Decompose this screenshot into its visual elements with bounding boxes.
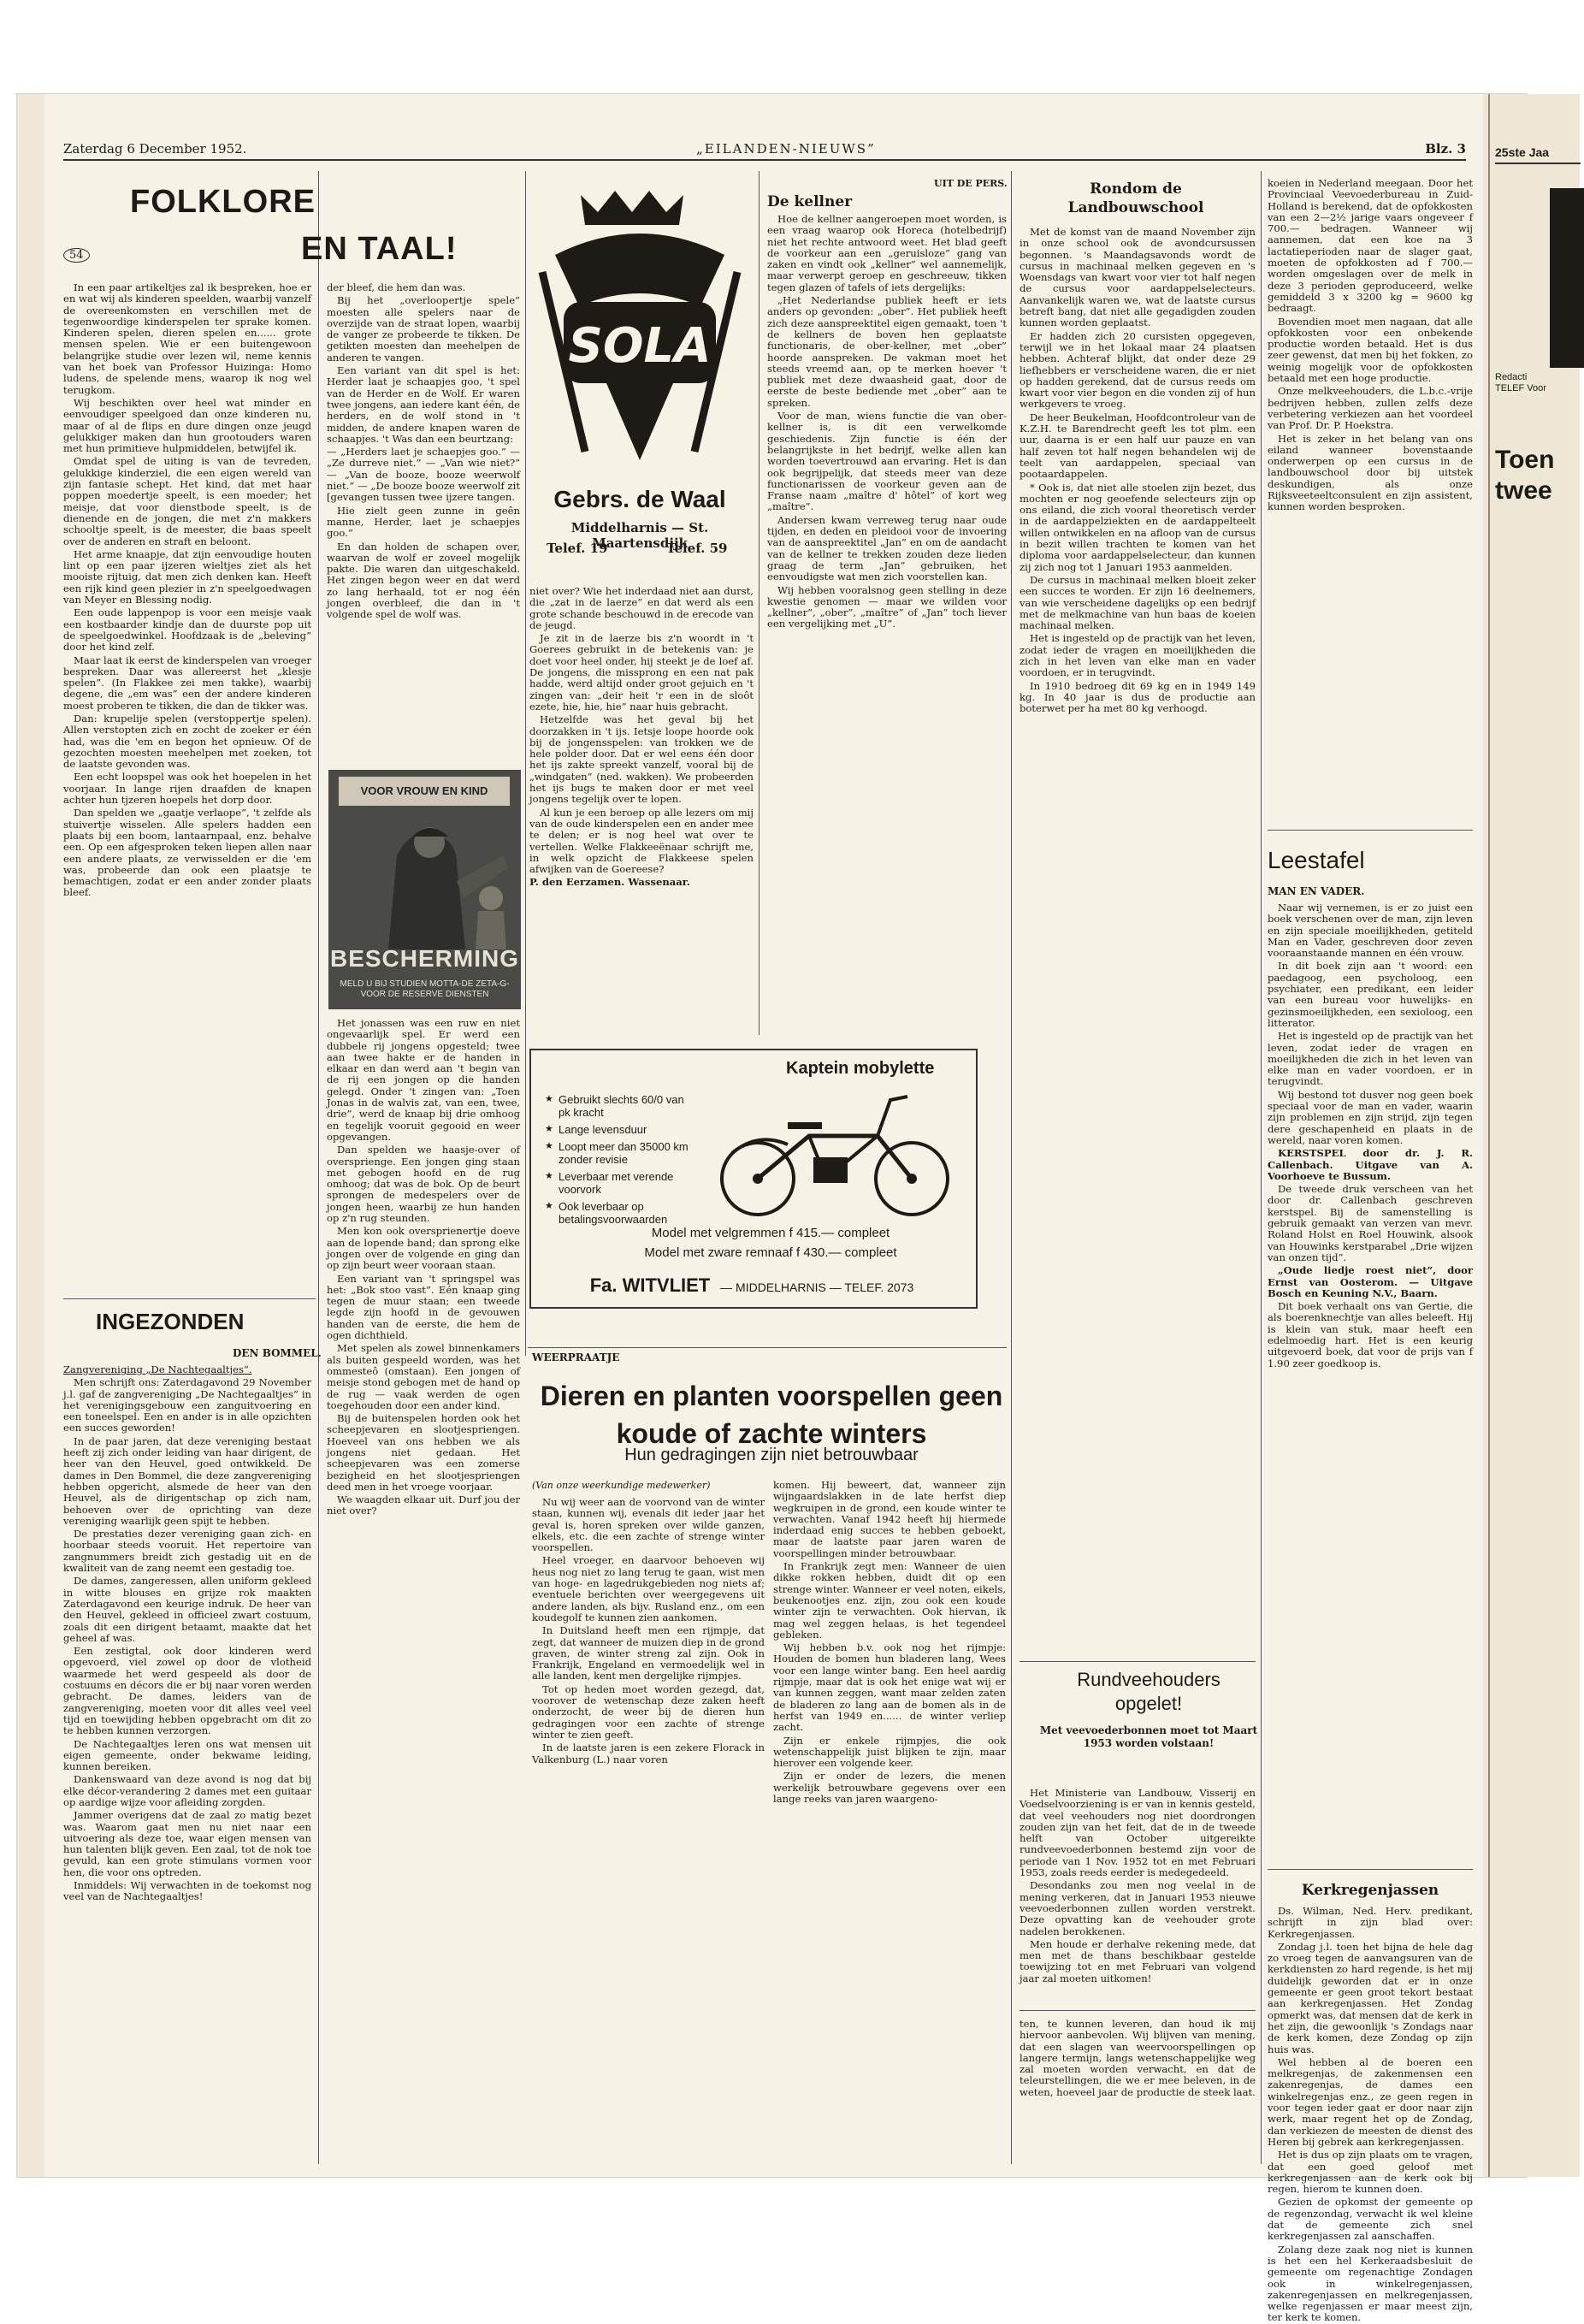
leestafel-subtitle: MAN EN VADER. xyxy=(1268,885,1365,897)
paragraph: Het is zeker in het belang van ons eiland wanneer bovenstaande onderwerpen op een cursus in de landbouwschool door bij uitstek deskundigen, als onze Rijksveeteeltconsulent en zijn assistent, kunnen worden besproken. xyxy=(1268,432,1473,513)
rundvee-notice-header xyxy=(1037,1668,1261,1779)
leestafel-body xyxy=(1268,902,1473,1860)
paragraph: Zondag j.l. toen het bijna de hele dag zo vroeg tegen de aanvangsuren van de kerkdiensten zo hard regende, is het mij duidelijk geworden dat er in onze gemeente er geen groot tekort bestaat aan kerkregenjassen. Het Zondag opmerkt was, dat mensen dat de kerk in het zijn, die gewoonlijk 's Zondags naar de kerk komen, deze Zondag op zijn huis was. xyxy=(1268,1940,1473,2055)
weer-subtitle: Hun gedragingen zijn niet betrouwbaar xyxy=(624,1446,919,1464)
paragraph: komen. Hij beweert, dat, wanneer zijn wijngaardslakken in de late herfst diep wegkruipen in de grond, een koude winter te verwachten. Vanaf 1942 heeft hij hiermede inderdaad enig succes te hebben geboekt, maar de laatste paar jaren waren de voorspellingen minder betrouwbaar. xyxy=(773,1479,1006,1559)
folklore-column-2 xyxy=(327,282,520,761)
dealer-name: Fa. WITVLIET xyxy=(589,1274,711,1296)
poster-headline: BESCHERMING xyxy=(329,945,519,972)
paragraph: Al kun je een beroep op alle lezers om mij van de oude kinderspelen een en ander mee te delen; er is nog heel wat over te vertellen. Welke Flakkeeënaar schrijft me, in welk opzicht de Flakkeese spelen afwijken van de Goereese? xyxy=(529,806,754,876)
folklore-column-2-lower xyxy=(327,1018,520,2160)
paragraph: In de paar jaren, dat deze vereniging bestaat heeft zij zich onder leiding van haar dirigent, de heer van den Heuvel, goed ontwikkeld. De dames in Den Bommel, die deze zangvereniging hebben opgericht, alsmede de heer van den Heuvel, als de dirigentschap op zich nam, behoeven over de oprichting van deze vereniging waarlijk geen spijt te hebben. xyxy=(63,1434,311,1527)
paragraph: Het jonassen was een ruw en niet ongevaarlijk spel. Er werd een dubbele rij jongens opgesteld; twee aan twee hakte er de handen in elkaar en dan werd aan 't begin van de rij een jongen op die handen gelegd. Onder 't zingen van: „Toen Jonas in de walvis zat, van een, twee, drie”, werd de knaap bij drie omhoog en tegelijk vooruit gegooid en weer opgevangen. xyxy=(327,1017,520,1143)
poster-top-text: VOOR VROUW EN KIND xyxy=(339,777,510,806)
folklore-column-1 xyxy=(63,282,311,1296)
sola-company: Gebrs. de Waal xyxy=(553,486,726,512)
paragraph: Dan: krupelije spelen (verstoppertje spelen). Allen verstopten zich en zocht de zoeker er één had, was die 'em en begon het opnieuw. Of de gezochten moesten meehelpen met zoeken, tot de laatste gevonden was. xyxy=(63,712,311,771)
rundvee-title-2: opgelet! xyxy=(1114,1693,1183,1714)
paragraph: De heer Beukelman, Hoofdcontroleur van de K.Z.H. te Barendrecht geeft les tot plm. een uur, daarna is er een half uur pauze en van half zeven tot half negen behandelen wij de teelt van aardappelen, speciaal van pootaardappelen. xyxy=(1020,411,1256,481)
paragraph: Jammer overigens dat de zaal zo matig bezet was. Waarom gaat men nu niet naar een uitvoering als deze toe, waar eigen mensen van hun talenten blijk geven. Een zaal, tot de nok toe gevuld, kan een grote stimulans vormen voor hen, die voor ons optreden. xyxy=(63,1809,311,1878)
paragraph: Men schrijft ons: Zaterdagavond 29 November j.l. gaf de zangvereniging „De Nachtegaaltjes” in het verenigingsgebouw een zanguitvoering en een toneelspel. Een en ander is in alle opzichten een succes geworden! xyxy=(63,1376,311,1434)
rundvee-body xyxy=(1020,1788,1256,2002)
paragraph: In Duitsland heeft men een rijmpje, dat zegt, dat wanneer de muizen diep in de grond graven, de winter streng zal zijn. Ook in Frankrijk, Engeland en vermoedelijk wel in alle landen, kent men dergelijke rijmpjes. xyxy=(532,1624,765,1682)
paragraph: Zolang deze zaak nog niet is kunnen is het een hel Kerkeraadsbesluit de gemeente om regenachtige Zondagen ook in winkelregenjassen, zakenregenjassen en melkregenjassen, welke regenjassen er maar meest zijn, ter kerk te komen. xyxy=(1268,2243,1473,2324)
paragraph: Je zit in de laerze bis z'n woordt in 't Goerees gebruikt in de betekenis van: je doet voor heel onder, hij steekt je de loef af. De jongens, die missprong en een nat pak hadde, werd altijd onder groot gejuich en 't zingen van: „deir heit 'r een in de sloôt ezete, hie, hie, hie” naar huis gebracht. xyxy=(529,632,754,713)
price-model-2: Model met zware remnaaf f 430.— compleet xyxy=(644,1245,897,1260)
rundvee-subtitle: Met veevoederbonnen moet tot Maart 1953 worden volstaan! xyxy=(1039,1724,1258,1749)
paragraph: Wij bestond tot dusver nog geen boek speciaal voor de man en vader, waarin zijn problemen en zijn strijd, zijn tegen dere geschapenheid en plaats in de wereld, naar voren komen. xyxy=(1268,1088,1473,1146)
weer-title: Dieren en planten voorspellen geen koude of zachte winters xyxy=(540,1381,1003,1449)
paragraph: Hetzelfde was het geval bij het doorzakken in 't ijs. Ietsje loope hoorde ook bij de jongensspelen: van trokken we de hele polder door. Dat er wel eens één door het ijs zakte spreekt vanzelf, vooral bij de „windgaten” (ned. wakken). We probeerden het ijs bugs te maken door er met veel jongens tegelijk over te lopen. xyxy=(529,713,754,806)
paragraph: Het is dus op zijn plaats om te vragen, dat een goed geloof met kerkregenjassen aan de kerk ook bij regen, hierom te kunnen doen. xyxy=(1268,2149,1473,2196)
weer-label: WEERPRAATJE xyxy=(532,1351,620,1363)
paragraph: der bleef, die hem dan was. xyxy=(327,281,466,293)
paragraph: Het is ingesteld op de practijk van het leven, zodat ieder de vragen en moeilijkheden die zich in het leven van elke man en vader voordoen, er in terugvindt. xyxy=(1268,1030,1473,1088)
paragraph: Wij beschikten over heel wat minder en eenvoudiger speelgoed dan onze kinderen nu, maar of al de flips en dure dingen onze jeugd gelukkiger maken dan hun grootouders waren met hun primitieve hulpmiddelen, betwijfel ik. xyxy=(63,396,311,455)
paragraph: We waagden elkaar uit. Durf jou der niet over? xyxy=(327,1493,520,1517)
feature-item: ★ Loopt meer dan 35000 km zonder revisie xyxy=(545,1140,699,1166)
paragraph: Met spelen als zowel binnenkamers als buiten gespeeld worden, was het ommesteô (omstaan). Een jongen of meisje stond gebogen met de hand op de rug — vaak werden de ogen toegehouden door een ander kind. xyxy=(327,1342,520,1411)
paragraph: Gezien de opkomst der gemeente op de regenzondag, verwacht ik wel kleine dat de gemeente zich snel kerkregenjassen zal aanschaffen. xyxy=(1268,2196,1473,2243)
sola-address: Middelharnis — St. Maartensdijk xyxy=(570,520,709,551)
paragraph: De tweede druk verscheen van het door dr. Callenbach geschreven kerstspel. Bij de samenstelling is gebruik gemaakt van verzen van mevr. Roland Holst en Roel Houwink, alsook van Houwinks kerstparabel „Drie wijzen van onzen tijd”. xyxy=(1268,1183,1473,1263)
header-date: Zaterdag 6 December 1952. xyxy=(63,141,247,157)
paragraph: In dit boek zijn aan 't woord: een paedagoog, een psycholoog, een psychiater, een predikant, een leider van een bureau voor huwelijks- en gezinsmoeilijkheden, een sexioloog, een litterator. xyxy=(1268,960,1473,1029)
kerk-title: Kerkregenjassen xyxy=(1301,1882,1439,1899)
section-rule xyxy=(63,1298,316,1299)
paragraph: „Het Nederlandse publiek heeft er iets anders op gevonden: „ober”. Het publiek heeft zich deze aanspreektitel eigen gemaakt, toen 't de kellners de boven hen geplaatste functionaris, de ober-kellner, met „ober” hoorde aanspreken. De vakman moet het steeds vreemd aan, op te merken hoever 't publiek met deze dwaasheid gaat, door de eerste de beste bediende met „ober” aan te spreken. xyxy=(767,294,1007,409)
paragraph: Hie zielt geen zunne in geên manne, Herder, laet je schaepjes goo.” xyxy=(327,504,520,540)
paragraph: De dames, zangeressen, allen uniform gekleed in witte blouses en grijze rok maakten Zaterdagavond een keurige indruk. De heer van den Heuvel, gekleed in officieel zwart costuum, zoals dit een dirigent betaamt, maakte dat het geheel af was. xyxy=(63,1575,311,1644)
paragraph: De cursus in machinaal melken bloeit zeker een succes te worden. Er zijn 16 deelnemers, van wie verscheidene dagelijks op een bedrijf met de melkmachine van hun baas de koeien machinaal melken. xyxy=(1020,573,1256,632)
mobylette-features xyxy=(545,1093,699,1230)
paragraph: Wel hebben al de boeren een melkregenjas, de zakenmensen een zakenregenjas, de dames een winkelregenjas enz., ze geen regen in voor tegen ieder gaat er door naar zijn werk, maar regent het op de Zondag, dan verkiezen de meesten de dienst des Heren bij gebrek aan kerkregenjassen. xyxy=(1268,2055,1473,2148)
paragraph: Zijn er enkele rijmpjes, die ook wetenschappelijk juist blijken te zijn, maar hierover een volgende keer. xyxy=(773,1734,1006,1770)
paragraph: En dan holden de schapen over, waarvan de wolf er zoveel mogelijk pakte. Die waren dan uitgeschakeld. Het zingen begon weer en dat werd zo lang herhaald, tot er nog één jongen overbleef, die dan in 't volgende spel de wolf was. xyxy=(327,540,520,621)
dealer-place: — MIDDELHARNIS — TELEF. 2073 xyxy=(720,1280,914,1294)
landbouw-continuation xyxy=(1268,178,1473,708)
paragraph: Het Ministerie van Landbouw, Visserij en Voedselvoorziening is er van in kennis gesteld, dat veel veehouders nog niet doordrongen zouden zijn van het feit, dat de in de tweede helft van October uitgereikte rundveevoederbonnen bestemd zijn voor de periode van 1 Nov. 1952 tot en met Februari 1953, zoals reeds eerder is medegedeeld. xyxy=(1020,1787,1256,1879)
paragraph: In Frankrijk zegt men: Wanneer de uien dikke rokken hebben, duidt dit op een strenge winter. Wanneer er veel noten, eikels, beukenootjes enz. zijn, zou ook een koude winter zijn te verwachten. Ook hiervan, ik mag wel zeggen helaas, is het tegendeel gebleken. xyxy=(773,1560,1006,1641)
paragraph: In de laatste jaren is een zekere Florack in Valkenburg (L.) naar voren xyxy=(532,1742,765,1765)
paragraph: Naar wij vernemen, is er zo juist een boek verschenen over de man, zijn leven en zijn speciale moeilijkheden, getiteld Man en Vader, geschreven door zeven vooraanstaande mannen en één vrouw. xyxy=(1268,902,1473,960)
author-signature: P. den Eerzamen. Wassenaar. xyxy=(529,876,690,889)
column-rule xyxy=(1011,171,1012,2164)
kellner-source: UIT DE PERS. xyxy=(934,178,1008,189)
paragraph: Dankenswaard van deze avond is nog dat bij elke décor-verandering 2 dames met een guitaar op aardige wijze voor afleiding zorgden. xyxy=(63,1773,311,1808)
sola-advertisement xyxy=(529,178,750,578)
paragraph: Voor de man, wiens functie die van ober-kellner is, is dit een verwelkomde geschiedenis. Zijn functie is één der belangrijkste in het bedrijf, welke allen kan worden toevertrouwd aan ervaring. Het is dan ook begrijpelijk, dat steeds meer van deze functionarissen de voorkeur geven aan de Franse naam „maître d' hôtel” of kort weg „maître”. xyxy=(767,410,1007,513)
paragraph: Bij het „overloopertje spele” moesten alle spelers naar de overzijde van de straat lopen, waarbij de vanger ze probeerde te tikken. De getikten moesten dan meehelpen de anderen te vangen. xyxy=(327,294,520,364)
sola-phone-2: Telef. 59 xyxy=(666,541,728,556)
edge-header: 25ste Jaa xyxy=(1495,145,1550,159)
paragraph: Dit boek verhaalt ons van Gertie, die als boerenknechtje van alles beleeft. Hij is klein van stuk, maar heeft een edelmoedig hart. Het is een keurig uitgevoerd boek, dat voor de prijs van f 1.90 zeer goedkoop is. xyxy=(1268,1300,1473,1369)
adjacent-page-edge xyxy=(1488,94,1580,2177)
folklore-conclusion xyxy=(529,586,754,1035)
paragraph: In een paar artikeltjes zal ik bespreken, hoe er en wat wij als kinderen speelden, waarbij vanzelf de overeenkomsten en verschillen met de tegenwoordige kinderspelen ter sprake komen. Kinderen spelen, dieren spelen en...... grote mensen spelen. Wie er een buitengewoon belangrijke studie over lezen wil, neme kennis van het boek van Professor Huizinga: Homo ludens, de spelende mens, waarop ik nog wel terugkom. xyxy=(63,281,311,396)
kerk-body xyxy=(1268,1905,1473,2324)
paragraph: Het arme knaapje, dat zijn eenvoudige houten lint op een paar ijzeren wieltjes ziet als het mooiste rijtuig, dat men zich denken kan. Heeft een rijk kind geen plezier in z'n speelgoedwagen van Meyer en Blessing nodig. xyxy=(63,547,311,606)
paragraph: Dan spelden we „gaatje verlaope”, 't zelfde als stuivertje wisselen. Alle spelers hadden een plaats bij een boom, lantaarnpaal, enz. behalve een. Op een afgesproken teken liepen allen naar een andere plaats, ze verwisselden er die 'em was, probeerde dan ook een plaatsje te bemachtigen, zodat er een ander zonder plaats bleef. xyxy=(63,807,311,899)
edge-rule xyxy=(1495,163,1581,164)
paragraph: Hoe de kellner aangeroepen moet worden, is een vraag waarop ook Horeca (hotelbedrijf) niet het rechte antwoord weet. Het blad geeft de voorkeur aan een „geruisloze” gang van zaken en vindt ook „kellner” wel aannemelijk, maar verwerpt geroep en geschreeuw, tikken tegen glazen of tafels of iets dergelijks: xyxy=(767,213,1007,293)
paragraph: Heel vroeger, en daarvoor behoeven wij heus nog niet zo lang terug te gaan, wist men van hoge- en lagedrukgebieden nog niets af; eventuele berichten over weergegevens uit andere landen, als bijv. Rusland enz., om een koudegolf te kunnen zien aankomen. xyxy=(532,1554,765,1623)
paragraph: niet over? Wie het inderdaad niet aan durst, die „zat in de laerze” en dat werd als een grote schande beschouwd in de erecode van de jeugd. xyxy=(529,585,754,631)
feature-item: ★ Leverbaar met verende voorvork xyxy=(545,1170,699,1196)
paragraph: Zijn er onder de lezers, die menen werkelijk betrouwbare gegevens over een lange reeks van jaren waargeno- xyxy=(773,1770,1006,1806)
dealer-line xyxy=(531,1274,972,1297)
poster-footer: MELD U BIJ STUDIEN MOTTA-DE ZETA-G-VOOR DE RESERVE DIENSTEN xyxy=(340,979,510,999)
column-rule xyxy=(1261,171,1262,2164)
feature-item: ★ Ook leverbaar op betalingsvoorwaarden xyxy=(545,1200,699,1226)
paragraph: Omdat spel de uiting is van de tevreden, gelukkige kinderziel, die een eigen wereld van zijn fantasie schept. Het kind, dat met haar poppen moedertje speelt, is een moeder; het meisje, dat voor dienstbode speelt, is de dienende en de jongen, die met z'n makkers schooltje speelt, is de meester, die baas speelt over de anderen en straft en beloont. xyxy=(63,455,311,547)
sola-phone-1: Telef. 19 xyxy=(547,541,608,556)
paragraph: Een variant van 't springspel was het: „Bok stoo vast”. Eén knaap ging tegen de muur staan; een tweede legde zijn hoofd in de gevouwen handen van de eerste, die hem de ogen dichthield. xyxy=(327,1272,520,1342)
kellner-title: De kellner xyxy=(767,193,853,210)
paragraph: Wij hebben b.v. ook nog het rijmpje: Houden de bomen hun bladeren lang, Wees voor een lange winter bang. Een heel aardig rijmpje, maar dat is ook het enige wat wij er van kunnen zeggen, want maar zelden zaten de bladeren zo lang aan de bomen als in de herfst van 1949 en...... de winter verliep zacht. xyxy=(773,1641,1006,1734)
weer-source: (Van onze weerkundige medewerker) xyxy=(532,1480,711,1491)
paragraph: Inmiddels: Wij verwachten in de toekomst nog veel van de Nachtegaaltjes! xyxy=(63,1879,311,1903)
column-rule xyxy=(525,171,526,1356)
page-header xyxy=(63,139,1466,161)
paragraph: Wij hebben vooralsnog geen stelling in deze kwestie genomen — maar we wilden voor „kellner”, „ober”, „maître” of „Jan” toch liever een vergelijking met „U”. xyxy=(767,583,1007,630)
landbouw-title: Rondom de Landbouwschool xyxy=(1067,180,1204,216)
paragraph: Onze melkveehouders, die L.b.c.-vrije bedrijven hebben, zullen zelfs deze verbetering verkiezen aan het voordeel van Prof. Dr. P. Hoekstra. xyxy=(1268,385,1473,432)
paragraph: Dan spelden we haasje-over of oversprienge. Een jongen ging staan met gebogen hoofd en de rug omhoog; dat was de bok. Op de beurt sprongen de medespelers over de jongen heen, waarbij ze hun handen op z'n rug steunden. xyxy=(327,1144,520,1225)
edge-masthead-block xyxy=(1550,188,1584,368)
folklore-subtitle: EN TAAL! xyxy=(301,231,458,267)
landbouw-body xyxy=(1020,227,1256,1655)
section-rule xyxy=(1268,1869,1473,1870)
column-rule xyxy=(318,171,319,2164)
header-page-number: Blz. 3 xyxy=(1425,141,1466,157)
weer-continuation: ten, te kunnen leveren, dan houd ik mij hiervoor aanbevolen. Wij blijven van mening, dat een slagen van weervoorspellingen op langere termijn, langs wetenschappelijke weg zal moeten worden verwacht, en dat de teleurstellingen, die we er mee beleven, in de weten, hoeveel jaar de productie de steek laat. xyxy=(1020,2018,1256,2098)
newspaper-page xyxy=(44,94,1483,2324)
ingezonden-body xyxy=(63,1364,311,2160)
paragraph: Maar laat ik eerst de kinderspelen van vroeger bespreken. Daar was allereerst het „klesje spelen”. (In Flakkee zei men takke), waarbij degene, die „em was” een der andere kinderen moest proberen te tikken, die dan de tikker was. xyxy=(63,653,311,712)
paragraph: Andersen kwam verreweg terug naar oude tijden, en deden en pleidooi voor de invoering van de aanspreektitel „Jan” en om de aandacht van de kellner te trekken zouden deze lieden graag de term „Jan” gebruiken, het eenvoudigste wat men zich voorstellen kan. xyxy=(767,513,1007,583)
paragraph: Ds. Wilman, Ned. Herv. predikant, schrijft in zijn blad over: Kerkregenjassen. xyxy=(1268,1905,1473,1940)
feature-item: ★ Gebruikt slechts 60/0 van pk kracht xyxy=(545,1093,699,1119)
paragraph: De Nachtegaaltjes leren ons wat mensen uit eigen gemeente, onder bekwame leiding, kunnen bereiken. xyxy=(63,1737,311,1773)
paragraph: — „Herders laet je schaepjes goo.” — „Ze durreve niet.” — „Van wie niet?” — „Van de booze, booze weerwolf niet.” — „De booze booze weerwolf zit [gevangen tussen twee ijzere tangen. xyxy=(327,446,520,504)
edge-headline: Toen twee xyxy=(1495,446,1555,505)
civil-defence-poster xyxy=(328,770,521,1009)
mobylette-title: Kaptein mobylette xyxy=(786,1059,935,1078)
ingezonden-title: INGEZONDEN xyxy=(96,1309,245,1334)
paragraph: Men kon ook oversprienertje doeve aan de lopende band; dan sprong elke jongen over de volgende en ging dan op zijn beurt weer vooraan staan. xyxy=(327,1225,520,1272)
paragraph: Een variant van dit spel is het: Herder laat je schaapjes goo, 't spel van de Herder en de Wolf. Er waren twee jongens, aan iedere kant één, de herders, en de wolf stond in 't midden, de andere knapen waren de schaapjes. 't Was dan een beurtzang: xyxy=(327,364,520,445)
header-paper-name: „EILANDEN-NIEUWS” xyxy=(696,141,876,157)
paragraph: Bovendien moet men nagaan, dat alle opfokkosten voor een onbekende productie worden betaald. Het is dus zeer gewenst, dat men bij het fokken, zo weinig mogelijk voor de opfokkosten betaald met een hoge productie. xyxy=(1268,315,1473,385)
sola-logo xyxy=(529,178,750,486)
price-model-1: Model met velgremmen f 415.— compleet xyxy=(651,1226,890,1240)
paragraph: Met de komst van de maand November zijn in onze school ook de avondcursussen begonnen. 's Maandagsavonds wordt de cursus in machinaal melken gegeven en 's Woensdags van kwart voor vier tot half negen de cursus voor aardappelselecteurs. Aanvankelijk waren we, wat de laatste cursus betreft bang, dat niet alle gegadigden zouden kunnen worden geplaatst. xyxy=(1020,226,1256,329)
leestafel-title: Leestafel xyxy=(1268,847,1365,873)
paragraph: In 1910 bedroeg dit 69 kg en in 1949 149 kg. In 40 jaar is dus de productie aan boterwet per ha met 80 kg verhoogd. xyxy=(1020,679,1256,715)
sola-brand-text: SOLA xyxy=(568,318,712,374)
soldier-illustration xyxy=(328,804,521,949)
feature-item: ★ Lange levensduur xyxy=(545,1123,699,1136)
section-rule xyxy=(528,1347,1007,1348)
paragraph: * Ook is, dat niet alle stoelen zijn bezet, dus mochten er nog geoefende selecteurs zijn op ons eiland, die zich vooral theoretisch verder in de aardappelziekten en de aardappelteelt willen ontwikkelen en na afloop van de cursus in bezit willen trachten te komen van het diploma voor aardappelselecteur, dan kunnen zij zich nog tot 1 Januari 1953 aanmelden. xyxy=(1020,481,1256,573)
weer-column-2 xyxy=(773,1480,1006,2160)
article-number-badge: 54 xyxy=(63,248,90,263)
folklore-title: FOLKLORE xyxy=(130,184,316,220)
weer-column-1 xyxy=(532,1497,765,2160)
rundvee-title-1: Rundveehouders xyxy=(1077,1669,1221,1690)
paragraph: koeien in Nederland meegaan. Door het Provinciaal Veevoederbureau in Zuid-Holland is berekend, dat de opfokkosten van een 2—2½ jarige vaars ongeveer f 700.— bedragen. Wanneer wij aannemen, dat een koe na 3 lactatieperioden naar de slager gaat, moeten de opfokkosten ad f 700.— worden omgeslagen over de melk in deze 3 perioden geproduceerd, welke gemiddeld 3 x 3200 kg = 9600 kg bedraagt. xyxy=(1268,177,1473,315)
edge-redactie: Redacti TELEF Voor xyxy=(1495,372,1546,393)
moped-illustration xyxy=(706,1085,963,1221)
kellner-body xyxy=(767,214,1007,1039)
paragraph: Tot op heden moet worden gezegd, dat, voorover de wetenschap deze zaken heeft onderzocht, de weer bij de dieren hun gedragingen voor een zachte of strenge winter te zien geeft. xyxy=(532,1682,765,1741)
paragraph: De prestaties dezer vereniging gaan zich- en hoorbaar steeds vooruit. Het repertoire van zangnummers breidt zich gestadig uit en de kwaliteit van de zang neemt een gestadig toe. xyxy=(63,1528,311,1575)
section-rule xyxy=(1020,2010,1256,2011)
paragraph: Desondanks zou men nog veelal in de mening verkeren, dat in Januari 1953 nieuwe veevoederbonnen zullen worden verstrekt. Deze opvatting kan de veehouder grote nadelen berokkenen. xyxy=(1020,1879,1256,1937)
paragraph: Een echt loopspel was ook het hoepelen in het voorjaar. In lange rijen draafden de knapen achter hun tjzeren hoepels het dorp door. xyxy=(63,771,311,807)
mobylette-advertisement xyxy=(529,1049,978,1309)
paragraph: Een zestigtal, ook door kinderen werd opgevoerd, viel zowel op door de vlotheid waarmede het werd gespeeld als door de costuums en décors die er bij naar voren werden gebracht. De dames, leiders van de zangvereniging, moeten voor dit alles veel veel tijd en toewijding hebben opgebracht om dit zo te hebben kunnen verzorgen. xyxy=(63,1645,311,1737)
paragraph: Zangvereniging „De Nachtegaaltjes”. xyxy=(63,1363,252,1375)
paragraph: KERSTSPEL door dr. J. R. Callenbach. Uitgave van A. Voorhoeve te Bussum. xyxy=(1268,1147,1473,1182)
paragraph: Men houde er derhalve rekening mede, dat men met de thans beschikbaar gestelde toewijzing tot en met Februari van volgend jaar zal moeten uitkomen! xyxy=(1020,1937,1256,1984)
paragraph: Er hadden zich 20 cursisten opgegeven, terwijl we in het lokaal maar 24 plaatsen hebben. Achteraf blijkt, dat onder deze 29 liefhebbers er verscheidene waren, die er niet op hadden gerekend, dat de cursus reeds om kwart voor vier begon en die vonden zij of hun werkgevers te vroeg. xyxy=(1020,329,1256,411)
paragraph: Het is ingesteld op de practijk van het leven, zodat ieder de vragen en moeilijkheden die zich in het leven van elke man en vader voordoen, er in terugvindt. xyxy=(1020,632,1256,679)
paragraph: Bij de buitenspelen horden ook het scheepjevaren en slootjespriengen. Hoeveel van ons hebben we als jongens niet gedaan. Het scheepjevaren was een zomerse bezigheid en het slootjespriengen deed men in het vroege voorjaar. xyxy=(327,1412,520,1493)
section-rule xyxy=(1020,1661,1256,1662)
paragraph: „Oude liedje roest niet”, door Ernst van Oosterom. — Uitgave Bosch en Keuning N.V., Baarn. xyxy=(1268,1264,1473,1299)
section-rule xyxy=(1268,830,1473,831)
paragraph: Nu wij weer aan de voorvond van de winter staan, kunnen wij, evenals dit ieder jaar het geval is, horen spreken over wilde ganzen, elkels, etc. die een zachte of strenge winter voorspellen. xyxy=(532,1496,765,1554)
paragraph: Een oude lappenpop is voor een meisje vaak een kostbaarder kindje dan de duurste pop uit de speelgoedwinkel. Hoofdzaak is de „beleving” door het kind zelf. xyxy=(63,606,311,653)
ingezonden-byline: DEN BOMMEL. xyxy=(233,1347,322,1359)
